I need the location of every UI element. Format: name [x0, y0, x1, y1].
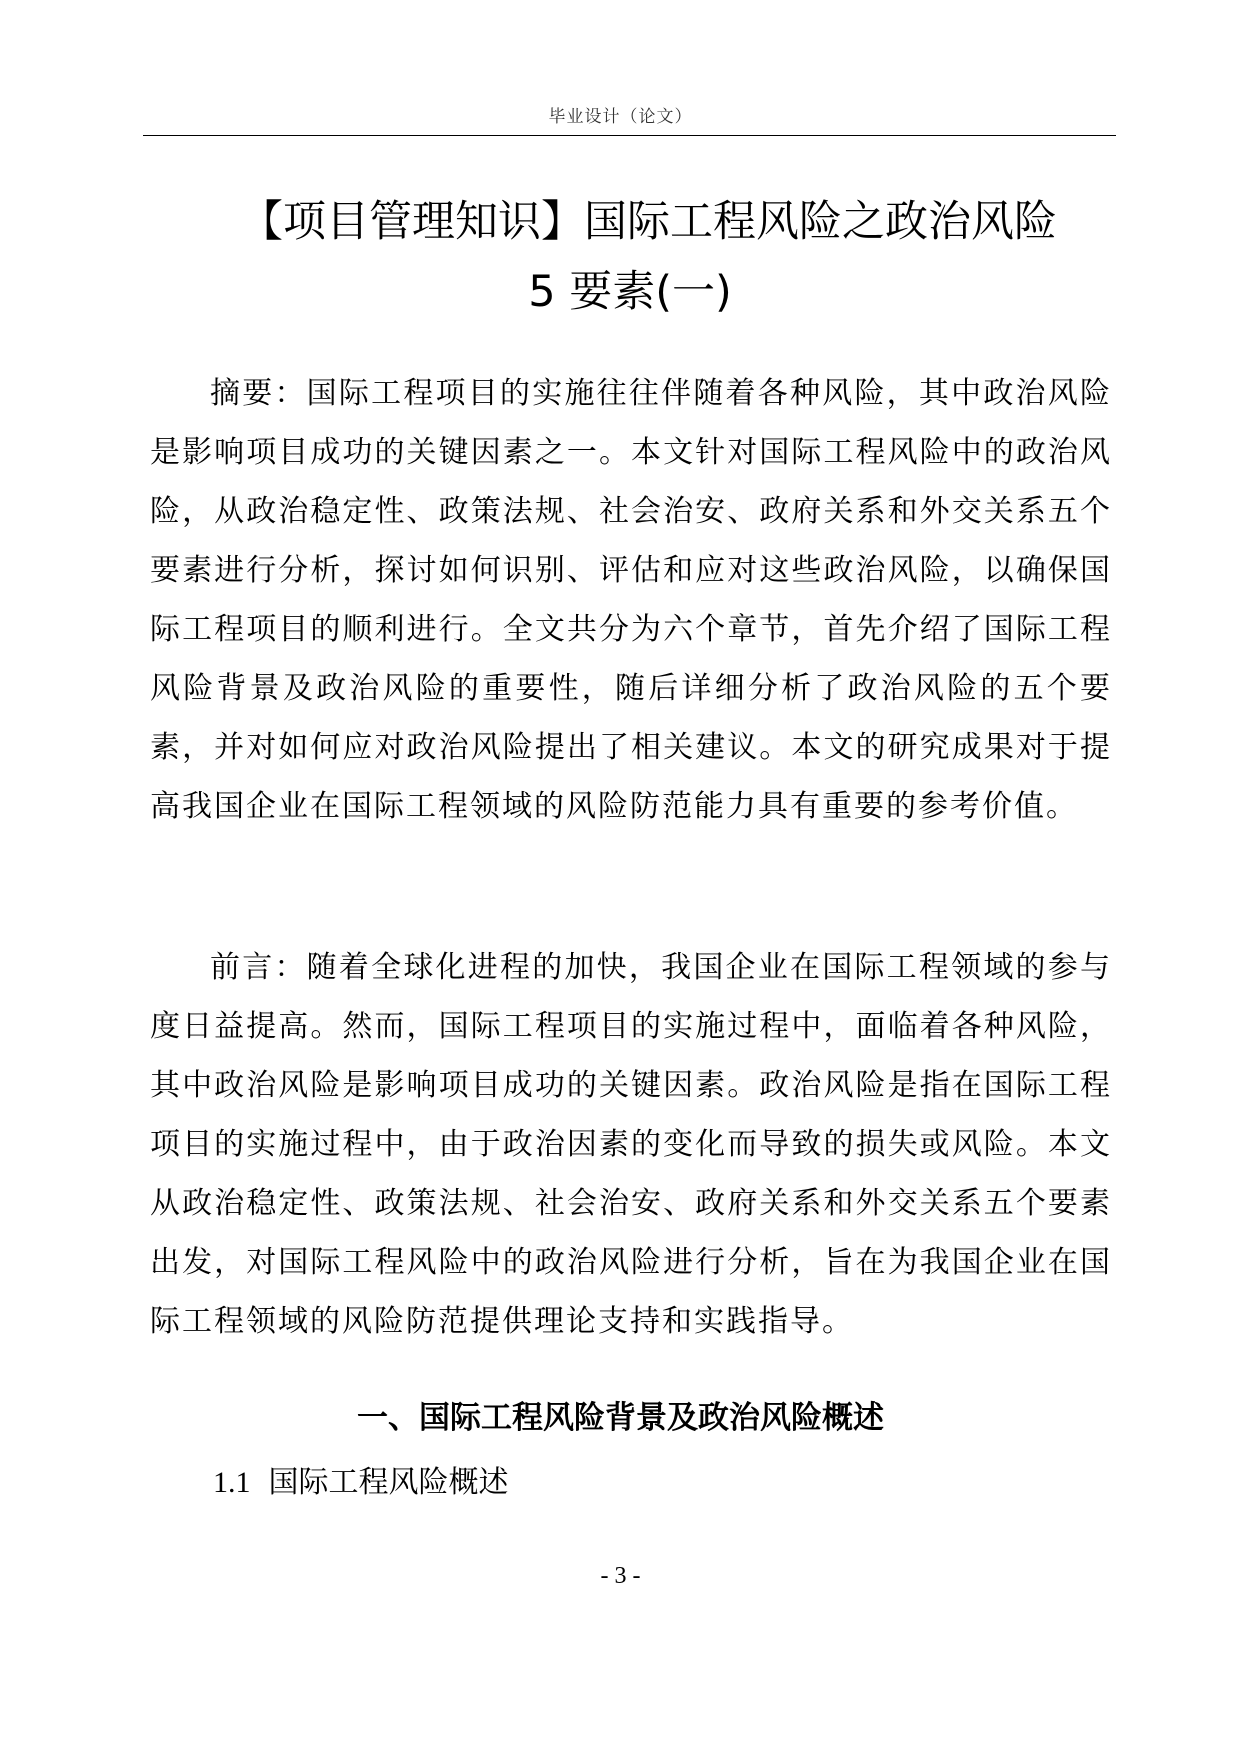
abstract-paragraph: 摘要：国际工程项目的实施往往伴随着各种风险，其中政治风险是影响项目成功的关键因素之一。本文针对国际工程风险中的政治风险，从政治稳定性、政策法规、社会治安、政府关系和外交关系五个要素进行分析，探讨如何识别、评估和应对这些政治风险，以确保国际工程项目的顺利进行。全文共分为六个章节，首先介绍了国际工程风险背景及政治风险的重要性，随后详细分析了政治风险的五个要素，并对如何应对政治风险提出了相关建议。本文的研究成果对于提高我国企业在国际工程领域的风险防范能力具有重要的参考价值。	[150, 376, 1112, 824]
subsection-heading	[213, 1457, 509, 1501]
subsection-title: 国际工程风险概述	[268, 1465, 509, 1500]
header-divider	[143, 135, 1116, 136]
page-number: - 3 -	[600, 1563, 641, 1589]
running-header: 毕业设计（论文）	[548, 107, 693, 127]
title-line-1: 【项目管理知识】国际工程风险之政治风险	[240, 197, 1057, 247]
section-heading: 一、国际工程风险背景及政治风险概述	[357, 1400, 884, 1436]
subsection-number: 1.1	[213, 1466, 251, 1499]
preface-paragraph: 前言：随着全球化进程的加快，我国企业在国际工程领域的参与度日益提高。然而，国际工程项目的实施过程中，面临着各种风险，其中政治风险是影响项目成功的关键因素。政治风险是指在国际工程项目的实施过程中，由于政治因素的变化而导致的损失或风险。本文从政治稳定性、政策法规、社会治安、政府关系和外交关系五个要素出发，对国际工程风险中的政治风险进行分析，旨在为我国企业在国际工程领域的风险防范提供理论支持和实践指导。	[150, 950, 1112, 1339]
title-line-2: 5 要素(一)	[528, 267, 732, 317]
